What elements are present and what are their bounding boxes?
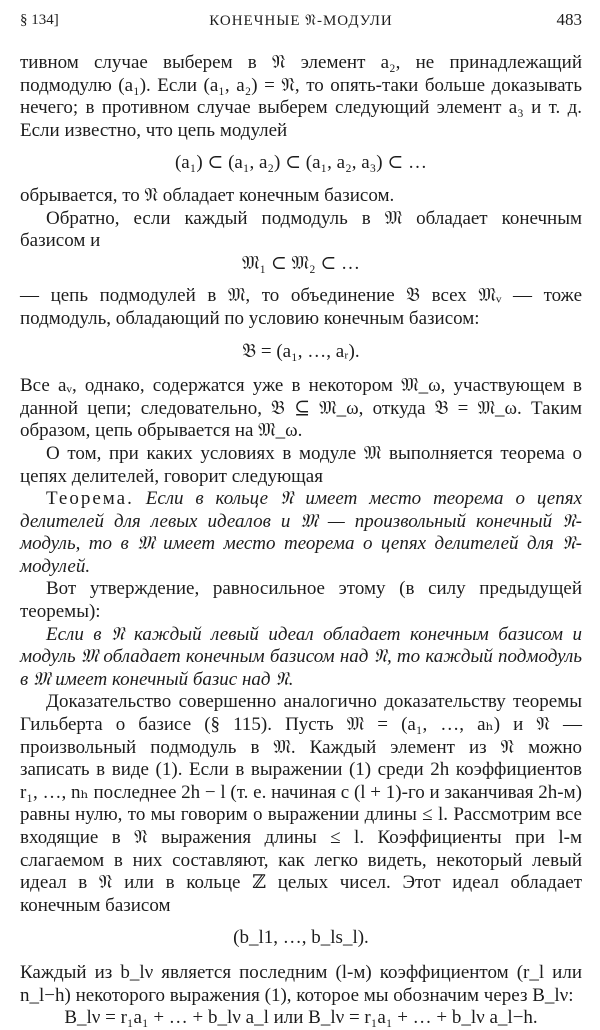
paragraph-6: О том, при каких условиях в модуле 𝔐 выполняется теорема о цепях делителей, говорит следующая	[20, 442, 582, 487]
formula-ideal-basis: (b_l1, …, b_ls_l).	[233, 927, 369, 949]
formula-expressions: B_lν = r₁a₁ + … + b_lν a_l или B_lν = r₁a₁ + … + b_lν a_l−h.	[64, 1007, 538, 1029]
theorem	[20, 488, 582, 578]
equivalent-statement: Если в 𝔑 каждый левый идеал обладает конечным базисом и модуль 𝔐 обладает конечным базисом над 𝔑, то каждый подмодуль в 𝔐 имеет конечный базис над 𝔑.	[20, 623, 582, 690]
formula-union-basis: 𝔅 = (a₁, …, aᵣ).	[242, 340, 360, 362]
page-number: 483	[556, 10, 582, 29]
section-reference: § 134]	[20, 12, 59, 28]
theorem-label: Теорема.	[46, 488, 134, 510]
paragraph-3: Обратно, если каждый подмодуль в 𝔐 обладает конечным базисом и	[20, 207, 582, 252]
chapter-title: КОНЕЧНЫЕ 𝔑-МОДУЛИ	[209, 13, 393, 29]
page-body	[20, 52, 582, 1030]
theorem-text: Если в кольце 𝔑 имеет место теорема о цепях делителей для левых идеалов и 𝔐 — произвольный конечный 𝔑-модуль, то в 𝔐 имеет место теорема о цепях делителей для 𝔑-модулей.	[20, 488, 582, 577]
paragraph-4: — цепь подмодулей в 𝔐, то объединение 𝔅 всех 𝔐ᵥ — тоже подмодуль, обладающий по условию конечным базисом:	[20, 285, 582, 329]
paragraph-7: Вот утверждение, равносильное этому (в силу предыдущей теоремы):	[20, 578, 582, 623]
running-header	[20, 10, 582, 32]
paragraph-5: Все aᵥ, однако, содержатся уже в некотором 𝔐_ω, участвующем в данной цепи; следовательно, 𝔅 ⊆ 𝔐_ω, откуда 𝔅 = 𝔐_ω. Таким образом, цепь обрывается на 𝔐_ω.	[20, 375, 582, 442]
formula-submodule-chain: 𝔐₁ ⊂ 𝔐₂ ⊂ …	[241, 252, 361, 274]
paragraph-2: обрывается, то 𝔑 обладает конечным базисом.	[20, 184, 395, 206]
paragraph-1: тивном случае выберем в 𝔑 элемент a₂, не принадлежащий подмодулю (a₁). Если (a₁, a₂) = 𝔑, то опять-таки больше доказывать нечего; в противном случае выберем следующий элемент a₃ и т. д. Если известно, что цепь модулей	[20, 52, 582, 141]
proof-paragraph: Доказательство совершенно аналогично доказательству теоремы Гильберта о базисе (§ 115). Пусть 𝔐 = (a₁, …, aₕ) и 𝔑 — произвольный подмодуль в 𝔐. Каждый элемент из 𝔑 можно записать в виде (1). Если в выражении (1) среди 2h коэффициентов r₁, …, nₕ последнее 2h − l (т. е. начиная с (l + 1)-го и заканчивая 2h-м) равны нулю, то мы говорим о выражении длины ≤ l. Рассмотрим все входящие в 𝔑 выражения длины ≤ l. Коэффициенты при l-м слагаемом в них составляют, как легко видеть, некоторый левый идеал в 𝔑 или в кольце ℤ целых чисел. Этот идеал обладает конечным базисом	[20, 691, 582, 916]
formula-chain-of-modules: (a₁) ⊂ (a₁, a₂) ⊂ (a₁, a₂, a₃) ⊂ …	[174, 152, 428, 174]
paragraph-10: Каждый из b_lν является последним (l-м) коэффициентом (r_l или n_l−h) некоторого выражения (1), которое мы обозначим через B_lν:	[20, 961, 582, 1006]
